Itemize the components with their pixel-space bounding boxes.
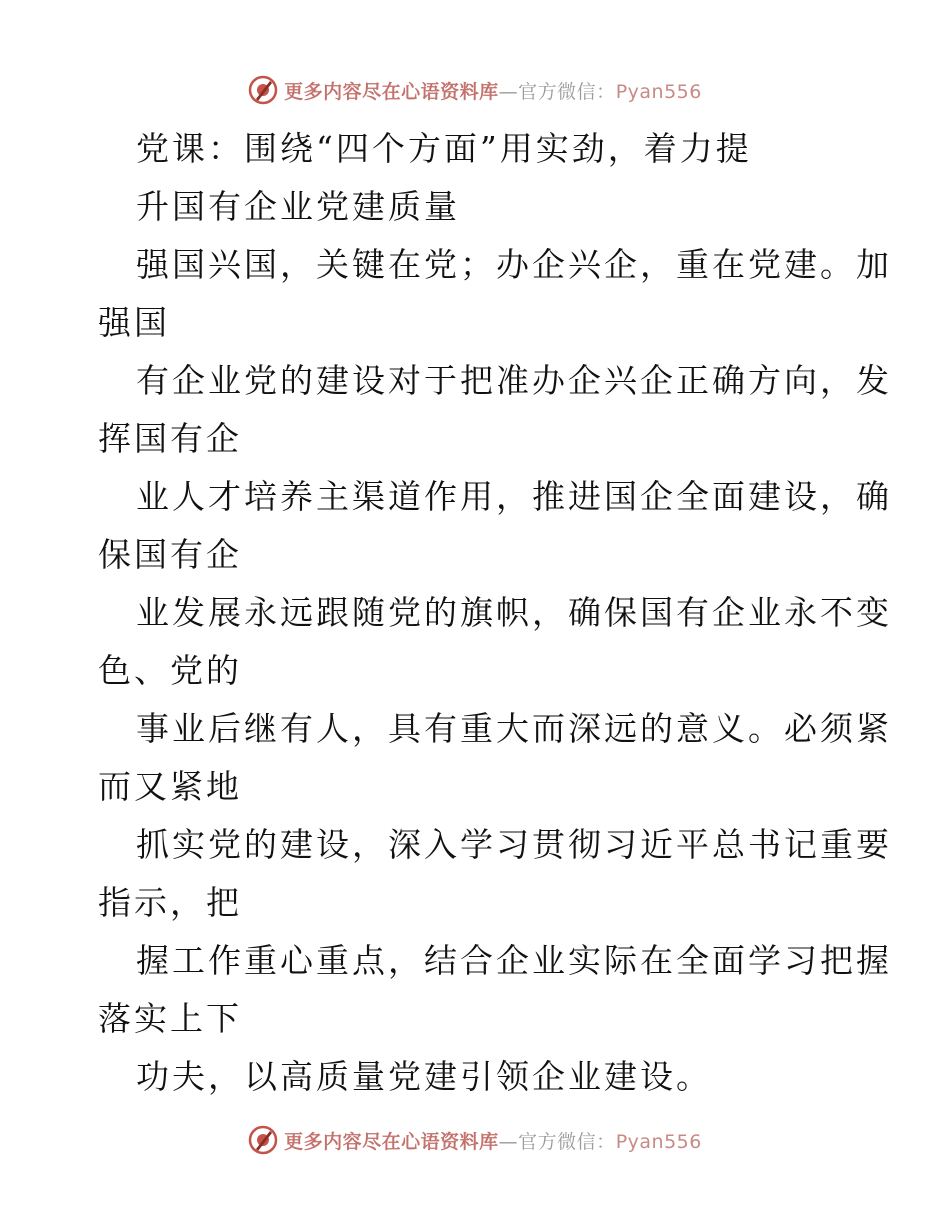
paragraph-line: 事业后继有人，具有重大而深远的意义。必须紧 [136,709,892,748]
watermark-handle: Pyan556 [615,80,702,103]
paragraph-line: 而又紧地 [98,767,242,806]
watermark-prefix: 更多内容尽在心语资料库 [284,80,499,103]
title-line-2: 升国有企业党建质量 [136,187,460,226]
paragraph-line: 抓实党的建设，深入学习贯彻习近平总书记重要 [136,825,892,864]
watermark-text [284,77,702,104]
paragraph-line: 强国 [98,303,170,342]
paragraph-line: 指示，把 [98,883,242,922]
header-watermark [0,70,950,110]
document-body [98,120,892,1106]
paragraph-line: 挥国有企 [98,419,242,458]
paragraph-line: 强国兴国，关键在党；办企兴企，重在党建。加 [136,245,892,284]
paragraph-line: 握工作重心重点，结合企业实际在全面学习把握 [136,941,892,980]
watermark-official: 官方微信： [518,1130,616,1153]
watermark-dash: — [498,80,519,103]
watermark-dash: — [498,1130,519,1153]
quill-logo-icon [248,1125,278,1155]
paragraph-line: 落实上下 [98,999,242,1038]
paragraph-line: 有企业党的建设对于把准办企兴企正确方向，发 [136,361,892,400]
watermark-official: 官方微信： [518,80,616,103]
paragraph-line: 功夫，以高质量党建引领企业建设。 [136,1057,712,1096]
paragraph-line: 业人才培养主渠道作用，推进国企全面建设，确 [136,477,892,516]
watermark-prefix: 更多内容尽在心语资料库 [284,1130,499,1153]
paragraph-line: 色、党的 [98,651,242,690]
watermark-handle: Pyan556 [615,1130,702,1153]
title-line-1: 党课：围绕“四个方面”用实劲，着力提 [136,129,752,168]
paragraph-line: 业发展永远跟随党的旗帜，确保国有企业永不变 [136,593,892,632]
watermark-text [284,1127,702,1154]
paragraph-line: 保国有企 [98,535,242,574]
quill-logo-icon [248,75,278,105]
footer-watermark [0,1120,950,1160]
